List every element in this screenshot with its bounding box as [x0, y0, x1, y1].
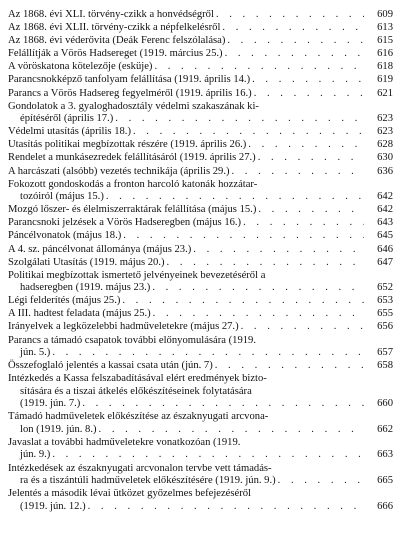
toc-entry	[8, 166, 393, 179]
toc-page-number: 613	[377, 22, 393, 34]
dot-leader	[222, 22, 364, 35]
toc-entry	[8, 488, 393, 513]
toc-entry-title: A III. hadtest feladata (május 25.)	[8, 308, 151, 320]
toc-entry-title: Parancsnokképző tanfolyam felállítása (1919. április 14.)	[8, 74, 251, 86]
toc-entry-last-line	[8, 295, 393, 308]
toc-entry	[8, 126, 393, 139]
toc-entry-title: Légi felderítés (május 25.)	[8, 295, 121, 307]
dot-leader	[115, 113, 364, 126]
toc-entry-title: A vöröskatona kötelezője (esküje)	[8, 61, 153, 73]
toc-entry-title: jún. 5.)	[20, 347, 51, 359]
toc-page-number: 615	[377, 35, 393, 47]
toc-page-number: 623	[377, 113, 393, 125]
toc-entry-title: lon (1919. jún. 8.)	[20, 423, 97, 435]
toc-entry-last-line	[8, 113, 393, 126]
dot-leader	[123, 230, 364, 243]
toc-page-number: 645	[377, 230, 393, 242]
toc-entry	[8, 244, 393, 257]
toc-entry	[8, 74, 393, 87]
toc-entry-title: ra és a tiszántúli hadműveletek előkészítésére (1919. jún. 9.)	[20, 475, 276, 487]
dot-leader	[248, 139, 364, 152]
toc-entry-title: jún. 9.)	[20, 449, 51, 461]
dot-leader	[254, 88, 364, 101]
toc-entry	[8, 463, 393, 488]
toc-page-number: 616	[377, 48, 393, 60]
dot-leader	[278, 475, 364, 488]
toc-page-number: 618	[377, 61, 393, 73]
toc-page-number: 636	[377, 165, 393, 177]
toc-entry-last-line	[8, 204, 393, 217]
toc-entry-title: Politikai megbízottak ismertető jelvényeinek bevezetéséről a	[8, 269, 266, 281]
dot-leader	[99, 424, 364, 437]
toc-page-number: 663	[377, 449, 393, 461]
dot-leader	[252, 74, 364, 87]
toc-page-number: 609	[377, 9, 393, 20]
toc-entry-title: építéséről (április 17.)	[20, 113, 114, 125]
toc-page-number: 643	[377, 217, 393, 229]
toc-entry	[8, 360, 393, 373]
toc-entry-title: Szolgálati Utasítás (1919. május 20.)	[8, 256, 165, 268]
toc-entry-title: sítására és a tiszai átkelés előkészítéseinek folytatására	[20, 385, 252, 397]
toc-entry-title: Javaslat a további hadműveletekre vonatkozóan (1919.	[8, 436, 241, 448]
toc-entry	[8, 22, 393, 35]
toc-page-number: 665	[377, 475, 393, 487]
dot-leader	[52, 347, 364, 360]
dot-leader	[106, 191, 364, 204]
toc-entry-line	[8, 386, 393, 399]
dot-leader	[232, 166, 365, 179]
dot-leader	[133, 126, 364, 139]
toc-entry	[8, 152, 393, 165]
dot-leader	[258, 152, 364, 165]
toc-entry-last-line	[8, 152, 393, 165]
toc-entry-line	[8, 335, 393, 348]
toc-entry-last-line	[8, 139, 393, 152]
toc-entry	[8, 217, 393, 230]
toc-entry-line	[8, 411, 393, 424]
dot-leader	[215, 360, 364, 373]
toc-entry-title: Rendelet a munkásezredek felállításáról (1919. április 27.)	[8, 152, 256, 164]
toc-entry	[8, 101, 393, 126]
toc-page-number: 642	[377, 191, 393, 203]
toc-entry-last-line	[8, 360, 393, 373]
toc-entry-last-line	[8, 308, 393, 321]
toc-page-number: 642	[377, 204, 393, 216]
toc-page-number: 646	[377, 243, 393, 255]
dot-leader	[152, 282, 364, 295]
toc-entry-last-line	[8, 321, 393, 334]
toc-entry	[8, 335, 393, 360]
toc-entry-last-line	[8, 475, 393, 488]
dot-leader	[258, 204, 364, 217]
toc-entry-last-line	[8, 88, 393, 101]
toc-entry-last-line	[8, 398, 393, 411]
toc-page-number: 628	[377, 139, 393, 151]
toc-entry	[8, 257, 393, 270]
toc-entry-last-line	[8, 257, 393, 270]
toc-page-number: 621	[377, 87, 393, 99]
toc-entry	[8, 411, 393, 436]
toc-entry-last-line	[8, 166, 393, 179]
toc-page-number: 652	[377, 282, 393, 294]
toc-entry-last-line	[8, 191, 393, 204]
dot-leader	[241, 321, 364, 334]
toc-entry-title: Gondolatok a 3. gyaloghadosztály védelmi szakaszának ki-	[8, 100, 259, 112]
table-of-contents	[8, 9, 393, 513]
toc-entry-line	[8, 488, 393, 501]
toc-entry-last-line	[8, 48, 393, 61]
dot-leader	[88, 501, 364, 514]
toc-entry	[8, 35, 393, 48]
toc-entry-title: Intézkedések az északnyugati arcvonalon tervbe vett támadás-	[8, 462, 272, 474]
toc-entry-title: hadseregben (1919. május 23.)	[20, 282, 151, 294]
dot-leader	[193, 244, 364, 257]
toc-entry-line	[8, 270, 393, 283]
dot-leader	[216, 9, 364, 22]
toc-entry	[8, 230, 393, 243]
toc-page-number: 660	[377, 398, 393, 410]
toc-page-number: 647	[377, 256, 393, 268]
toc-entry-last-line	[8, 230, 393, 243]
dot-leader	[122, 295, 364, 308]
toc-entry-last-line	[8, 61, 393, 74]
toc-entry-title: tozóiról (május 15.)	[20, 191, 104, 203]
toc-entry-title: Védelmi utasítás (április 18.)	[8, 126, 131, 138]
toc-entry	[8, 61, 393, 74]
toc-entry-title: Felállítják a Vörös Hadsereget (1919. március 25.)	[8, 48, 223, 60]
toc-entry-last-line	[8, 347, 393, 360]
toc-entry-title: (1919. jún. 12.)	[20, 500, 86, 512]
toc-entry-title: Fokozott gondoskodás a fronton harcoló katonák hozzátar-	[8, 178, 258, 190]
toc-entry	[8, 88, 393, 101]
toc-entry-last-line	[8, 22, 393, 35]
toc-entry-last-line	[8, 126, 393, 139]
toc-entry-line	[8, 179, 393, 192]
toc-entry-last-line	[8, 217, 393, 230]
dot-leader	[243, 217, 364, 230]
toc-entry-last-line	[8, 424, 393, 437]
toc-entry	[8, 9, 393, 22]
toc-entry-line	[8, 373, 393, 386]
toc-entry	[8, 295, 393, 308]
dot-leader	[82, 398, 364, 411]
dot-leader	[227, 35, 364, 48]
toc-entry-title: Utasítás politikai megbízottak részére (1919. április 26.)	[8, 139, 247, 151]
toc-page-number: 657	[377, 347, 393, 359]
dot-leader	[154, 61, 364, 74]
toc-page-number: 656	[377, 321, 393, 333]
toc-entry-last-line	[8, 282, 393, 295]
toc-entry-title: Jelentés a második lévai ütközet győzelmes befejezéséről	[8, 488, 251, 500]
dot-leader	[52, 449, 364, 462]
toc-entry-title: Mozgó lőszer- és élelmiszerraktárak felállítása (május 15.)	[8, 204, 257, 216]
toc-entry-line	[8, 463, 393, 476]
toc-entry-last-line	[8, 35, 393, 48]
toc-entry-title: Páncélvonatok (május 18.)	[8, 230, 122, 242]
toc-entry-title: Irányelvek a legközelebbi hadműveletekre (május 27.)	[8, 321, 239, 333]
toc-entry	[8, 139, 393, 152]
toc-page-number: 653	[377, 295, 393, 307]
toc-entry-title: Parancs a támadó csapatok további előnyomulására (1919.	[8, 334, 256, 346]
toc-entry	[8, 48, 393, 61]
toc-entry-title: A 4. sz. páncélvonat állománya (május 23.)	[8, 243, 192, 255]
toc-entry-last-line	[8, 9, 393, 22]
toc-entry-title: Parancsnoki jelzések a Vörös Hadseregben (május 16.)	[8, 217, 242, 229]
dot-leader	[153, 308, 364, 321]
toc-entry-title: Támadó hadműveletek előkészítése az északnyugati arcvona-	[8, 411, 269, 423]
toc-entry	[8, 373, 393, 411]
toc-entry-title: Parancs a Vörös Hadsereg fegyelméről (1919. április 16.)	[8, 87, 252, 99]
toc-page-number: 658	[377, 360, 393, 372]
toc-entry	[8, 437, 393, 462]
toc-entry-last-line	[8, 244, 393, 257]
toc-page-number: 655	[377, 308, 393, 320]
toc-entry	[8, 270, 393, 295]
toc-entry-title: Az 1868. évi véderővita (Deák Ferenc felszólalása)	[8, 35, 226, 47]
toc-entry-title: A harcászati (alsóbb) vezetés technikája (április 29.)	[8, 165, 230, 177]
toc-entry-line	[8, 101, 393, 114]
toc-page-number: 623	[377, 126, 393, 138]
toc-entry-title: (1919. jún. 7.)	[20, 398, 81, 410]
toc-entry-last-line	[8, 74, 393, 87]
toc-entry	[8, 179, 393, 204]
toc-entry-title: Az 1868. évi XLI. törvény-czikk a honvédségről	[8, 9, 214, 20]
toc-page-number: 666	[377, 500, 393, 512]
toc-page-number: 619	[377, 74, 393, 86]
toc-entry-last-line	[8, 501, 393, 514]
toc-entry	[8, 321, 393, 334]
toc-entry	[8, 204, 393, 217]
toc-entry-title: Az 1868. évi XLII. törvény-czikk a népfelkelésről	[8, 22, 221, 34]
dot-leader	[167, 257, 364, 270]
toc-entry-title: Összefoglaló jelentés a kassai csata után (jún. 7)	[8, 360, 213, 372]
toc-page-number: 630	[377, 152, 393, 164]
toc-entry-last-line	[8, 449, 393, 462]
toc-page-number: 662	[377, 423, 393, 435]
toc-entry-title: Intézkedés a Kassa felszabadításával elért eredmények bizto-	[8, 373, 267, 385]
toc-entry	[8, 308, 393, 321]
dot-leader	[225, 48, 364, 61]
toc-entry-line	[8, 437, 393, 450]
